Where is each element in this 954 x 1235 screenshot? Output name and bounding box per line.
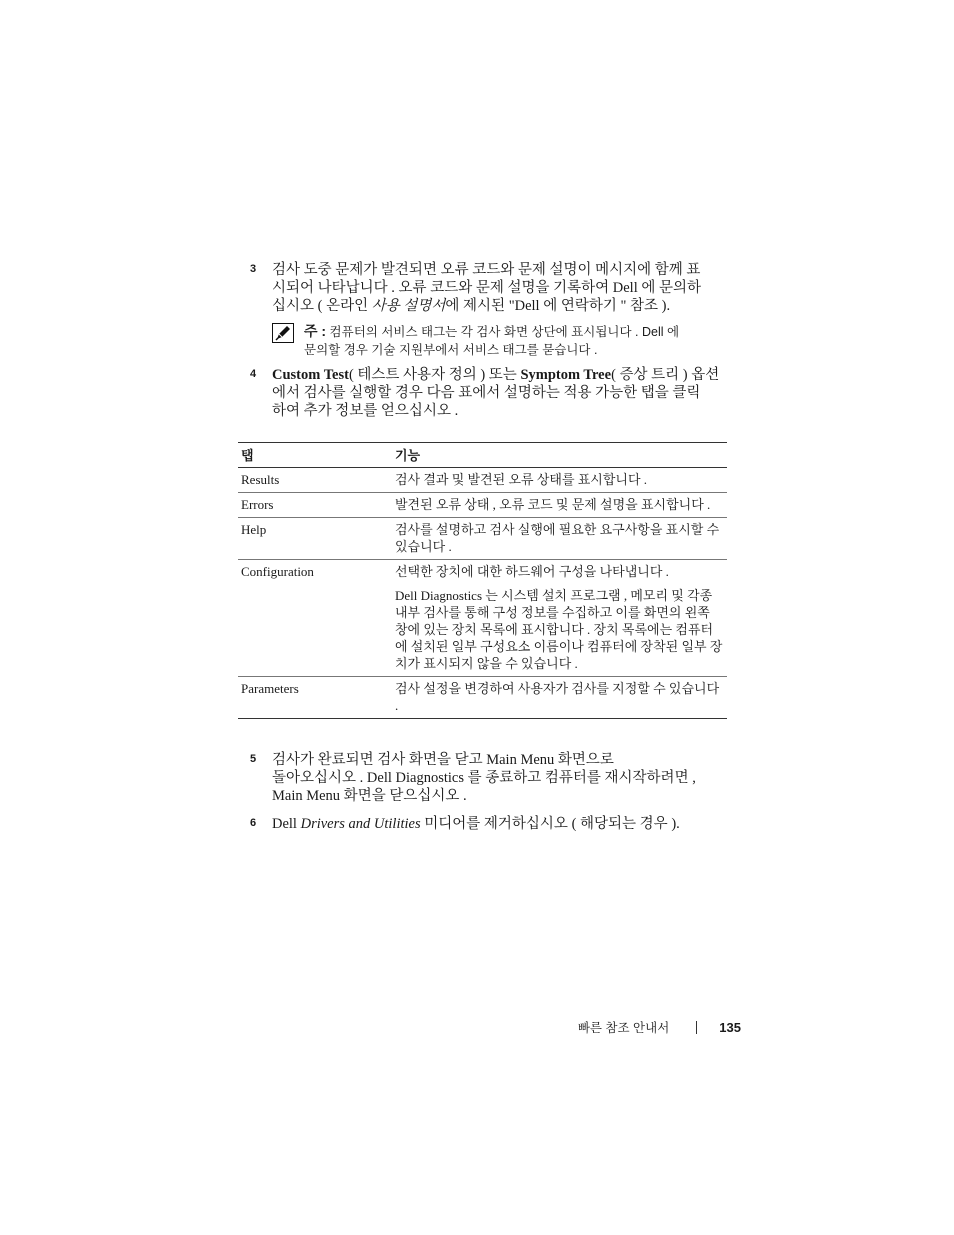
table-header-row xyxy=(238,443,727,468)
symptom-tree-option: Symptom Tree xyxy=(520,367,612,383)
tab-name: Parameters xyxy=(238,677,392,719)
tab-name: Errors xyxy=(238,493,392,518)
step-number: 6 xyxy=(250,817,257,829)
step-5-text: 검사가 완료되면 검사 화면을 닫고 Main Menu 화면으로 돌아오십시오 . Dell Diagnostics 를 종료하고 컴퓨터를 재시작하려면 , Main Menu 화면을 닫으십시오 . xyxy=(272,752,696,804)
note-text: 주 : 컴퓨터의 서비스 태그는 각 검사 화면 상단에 표시됩니다 . Dell 에 문의할 경우 기술 지원부에서 서비스 태그를 묻습니다 . xyxy=(304,323,680,357)
footer-separator xyxy=(696,1021,697,1034)
tab-name: Help xyxy=(238,518,392,560)
table-row xyxy=(238,468,727,493)
drivers-utilities-media-title: Drivers and Utilities xyxy=(300,816,421,832)
step-6 xyxy=(250,815,740,833)
pencil-note-icon xyxy=(272,323,294,343)
step-number: 3 xyxy=(250,263,257,275)
note-box xyxy=(272,322,732,359)
tab-function-table xyxy=(238,442,727,719)
note-label: 주 : xyxy=(304,323,327,339)
online-users-guide-title: 사용 설명서 xyxy=(371,298,446,314)
step-5 xyxy=(250,751,740,805)
tab-description: 검사 설정을 변경하여 사용자가 검사를 지정할 수 있습니다 . xyxy=(392,677,727,719)
step-3 xyxy=(250,261,740,315)
footer-section-title: 빠른 참조 안내서 xyxy=(577,1021,670,1035)
table-row xyxy=(238,493,727,518)
custom-test-option: Custom Test xyxy=(272,367,349,383)
tab-name: Configuration xyxy=(238,560,392,677)
step-4-text: Custom Test( 테스트 사용자 정의 ) 또는 Symptom Tree( 증상 트리 ) 옵션 에서 검사를 실행할 경우 다음 표에서 설명하는 적용 가능한 탭을 클릭 하여 추가 정보를 얻으십시오 . xyxy=(272,367,720,419)
step-4 xyxy=(250,366,740,420)
tab-description: 발견된 오류 상태 , 오류 코드 및 문제 설명을 표시합니다 . xyxy=(392,493,727,518)
column-header-tab: 탭 xyxy=(238,443,392,468)
step-number: 5 xyxy=(250,753,257,765)
page-number: 135 xyxy=(719,1019,741,1035)
page-footer xyxy=(578,1018,741,1036)
column-header-function: 기능 xyxy=(392,443,727,468)
tab-description: 검사 결과 및 발견된 오류 상태를 표시합니다 . xyxy=(392,468,727,493)
table-row xyxy=(238,560,727,677)
table-row xyxy=(238,518,727,560)
step-number: 4 xyxy=(250,368,257,380)
step-3-text: 검사 도중 문제가 발견되면 오류 코드와 문제 설명이 메시지에 함께 표 시되어 나타납니다 . 오류 코드와 문제 설명을 기록하여 Dell 에 문의하 십시오 ( 온라인 사용 설명서에 제시된 "Dell 에 연락하기 " 참조 ). xyxy=(272,262,702,314)
tab-name: Results xyxy=(238,468,392,493)
tab-description: 선택한 장치에 대한 하드웨어 구성을 나타냅니다 . Dell Diagnostics 는 시스템 설치 프로그램 , 메모리 및 각종 내부 검사를 통해 구성 정보를 수집하고 이를 화면의 왼쪽 창에 있는 장치 목록에 표시합니다 . 장치 목록에는 컴퓨터에 설치된 일부 구성요소 이름이나 컴퓨터에 장착된 일부 장치가 표시되지 않을 수 있습니다 . xyxy=(392,560,727,677)
step-6-text: Dell Drivers and Utilities 미디어를 제거하십시오 ( 해당되는 경우 ). xyxy=(272,816,680,832)
table-row xyxy=(238,677,727,719)
tab-description: 검사를 설명하고 검사 실행에 필요한 요구사항을 표시할 수 있습니다 . xyxy=(392,518,727,560)
